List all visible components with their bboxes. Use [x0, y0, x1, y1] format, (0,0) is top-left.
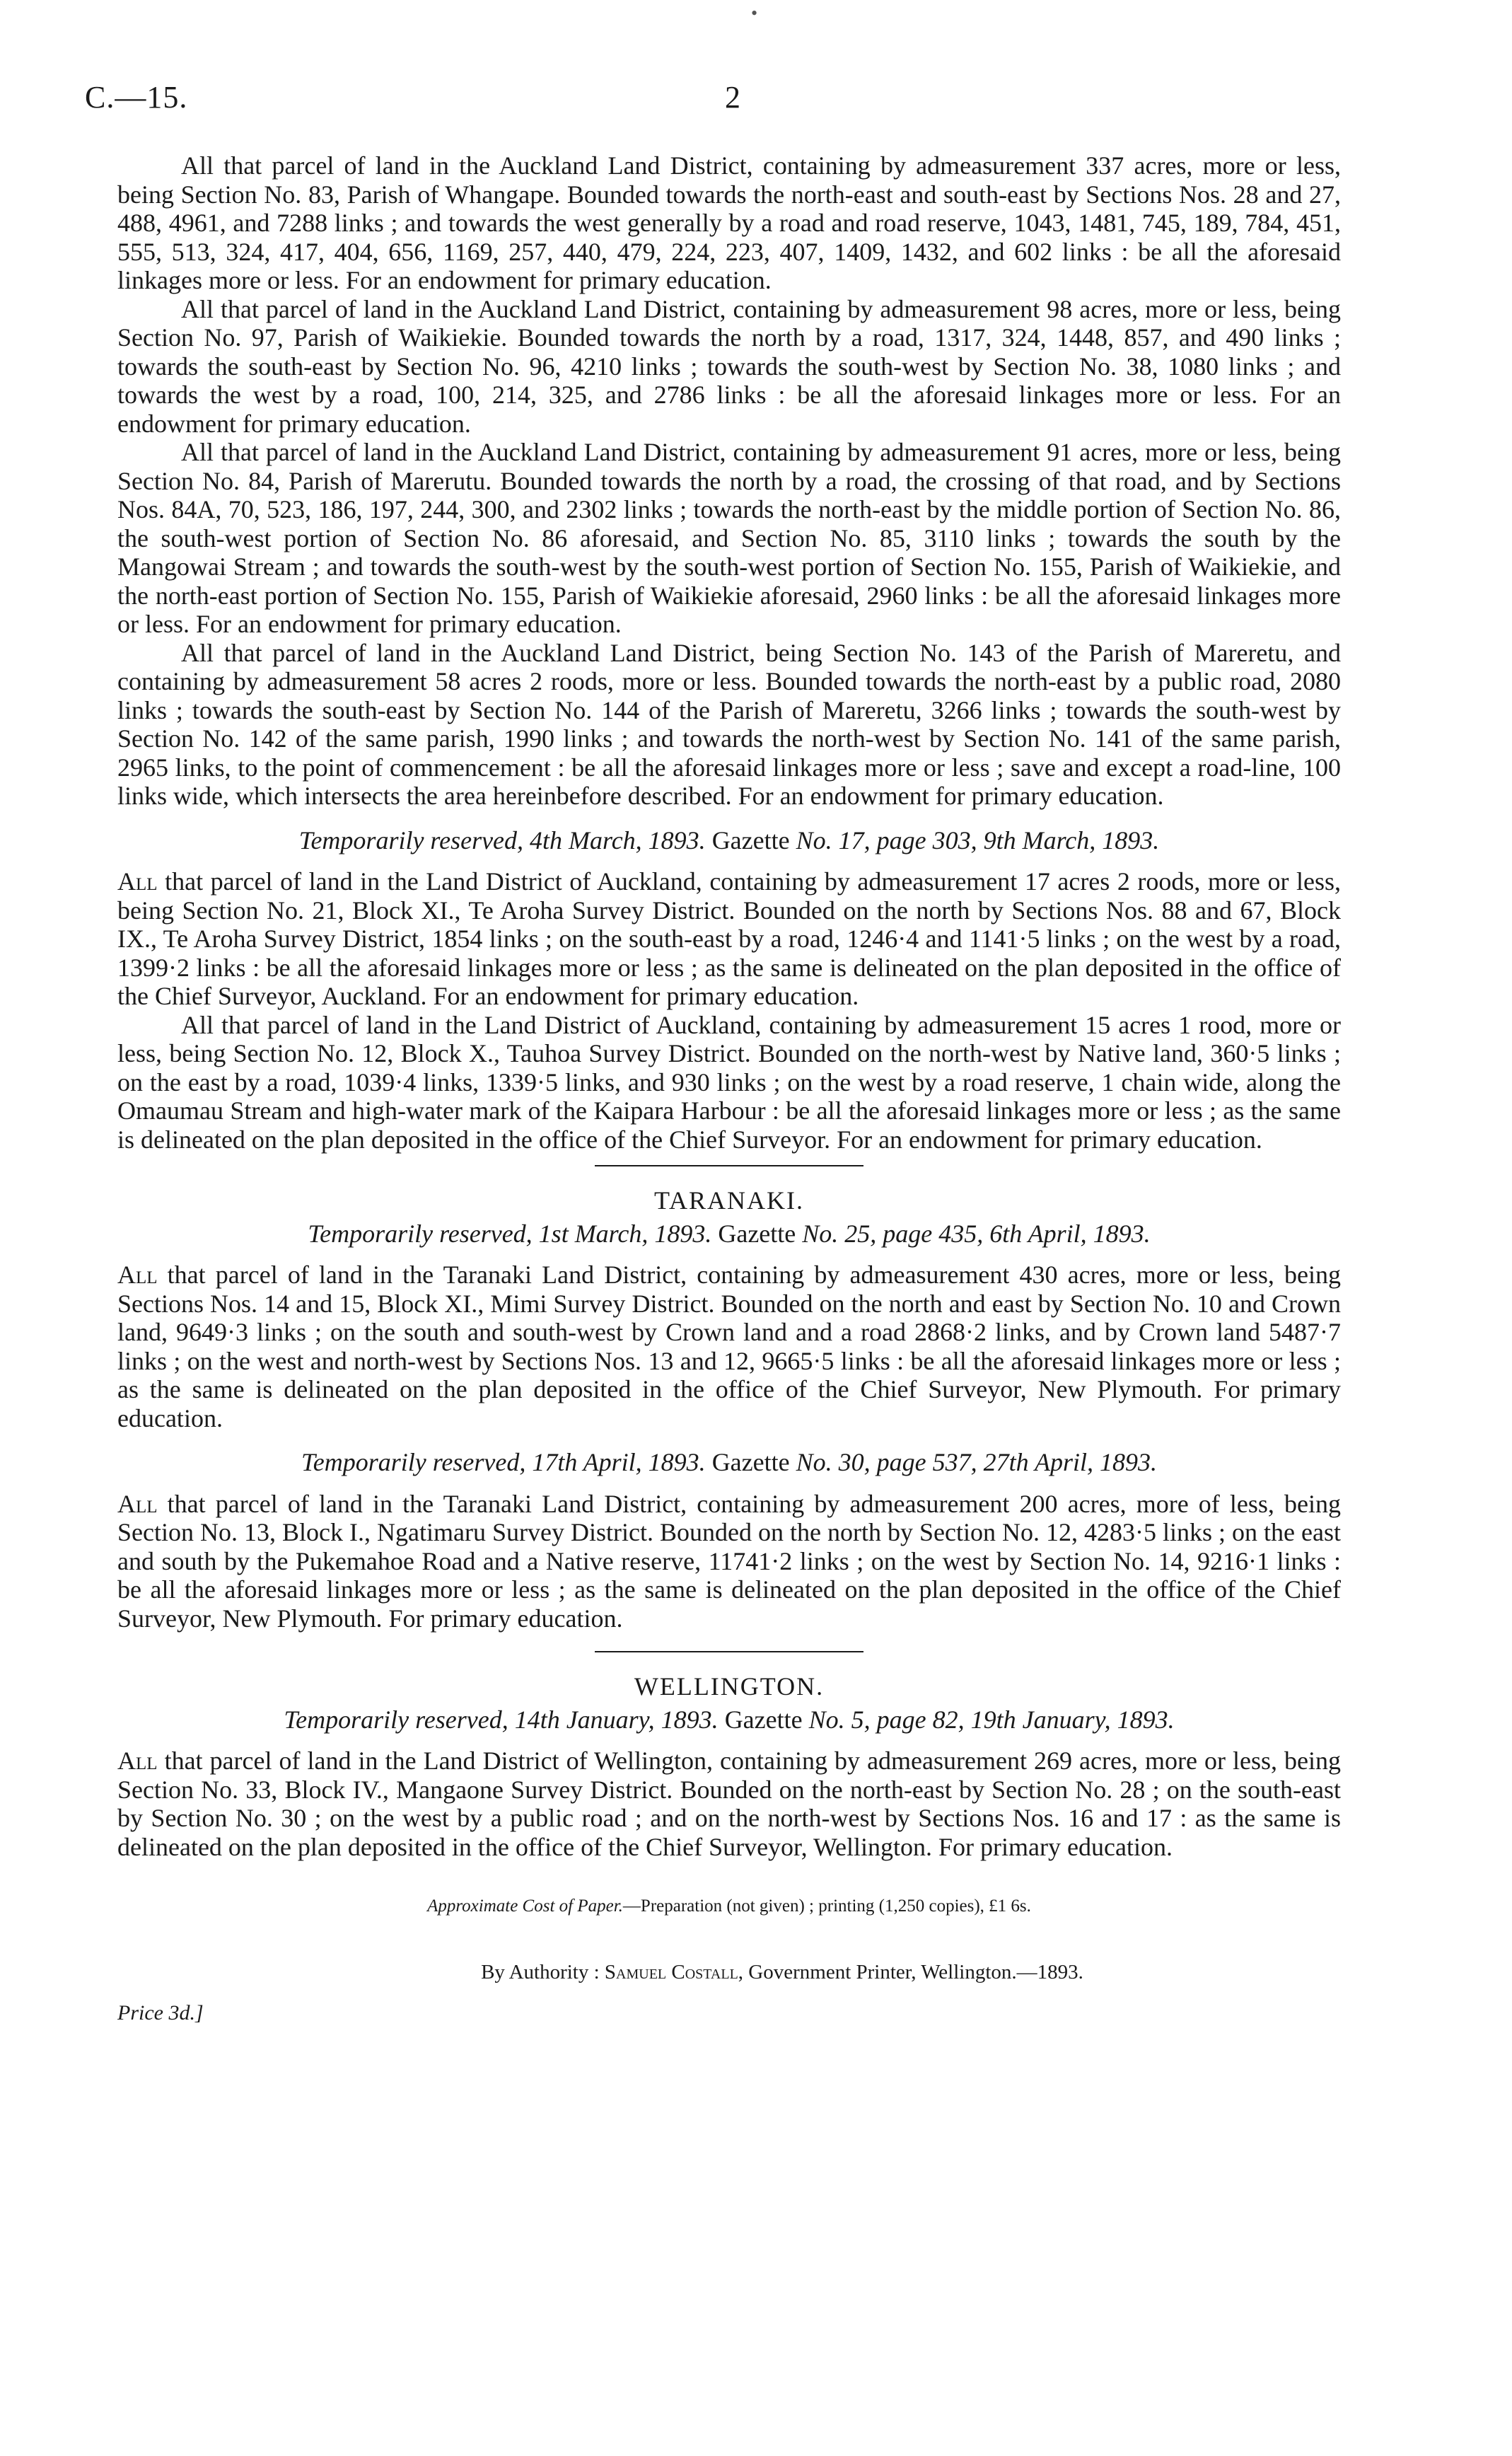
reserve-notice-taranaki-1: Temporarily reserved, 1st March, 1893. Gazette No. 25, page 435, 6th April, 1893. [308, 1219, 1151, 1248]
section-divider [595, 1165, 863, 1166]
section-divider [595, 1651, 863, 1652]
page-header [85, 79, 1344, 122]
paragraph-whangape: All that parcel of land in the Auckland Land District, containing by admeasurement 337 acres, more or less, being Section No. 83, Parish of Whangape. Bounded towards the north-east and south-east by Sections Nos. 28 and 27, 488, 4961, and 7288 links ; and towards the west generally by a road and road reserve, 1043, 1481, 745, 189, 784, 451, 555, 513, 324, 417, 404, 656, 1169, 257, 440, 479, 224, 223, 407, 1409, 1432, and 602 links : be all the aforesaid linkages more or less. For an endowment for primary education. [117, 151, 1341, 294]
printer-authority: By Authority : Samuel Costall, Government Printer, Wellington.—1893. [481, 1960, 1083, 1983]
cost-of-paper: Approximate Cost of Paper.—Preparation (not given) ; printing (1,250 copies), £1 6s. [427, 1896, 1031, 1916]
paragraph-mangaone: All that parcel of land in the Land District of Wellington, containing by admeasurement 269 acres, more or less, being Section No. 33, Block IV., Mangaone Survey District. Bounded on the north-east by Section No. 28 ; on the south-east by Section No. 30 ; on the west by a public road ; and on the north-west by Sections Nos. 16 and 17 : as the same is delineated on the plan deposited in the office of the Chief Surveyor, Wellington. For primary education. [117, 1747, 1341, 1861]
paragraph-waikiekie: All that parcel of land in the Auckland Land District, containing by admeasurement 98 acres, more or less, being Section No. 97, Parish of Waikiekie. Bounded towards the north by a road, 1317, 324, 1448, 857, and 490 links ; towards the south-east by Section No. 96, 4210 links ; towards the south-west by Section No. 38, 1080 links ; and towards the west by a road, 100, 214, 325, and 2786 links : be all the aforesaid linkages more or less. For an endowment for primary education. [117, 294, 1341, 438]
page-number: 2 [725, 80, 740, 115]
document-body [117, 151, 1341, 2028]
paragraph-te-aroha: All that parcel of land in the Land District of Auckland, containing by admeasurement 17 acres 2 roods, more or less, being Section No. 21, Block XI., Te Aroha Survey District. Bounded on the north by Sections Nos. 88 and 67, Block IX., Te Aroha Survey District, 1854 links ; on the south-east by a road, 1246·4 and 1141·5 links ; on the west by a road, 1399·2 links : be all the aforesaid linkages more or less ; as the same is delineated on the plan deposited in the office of the Chief Surveyor, Auckland. For an endowment for primary education. [117, 867, 1341, 1010]
paragraph-marerutu: All that parcel of land in the Auckland Land District, containing by admeasurement 91 acres, more or less, being Section No. 84, Parish of Marerutu. Bounded towards the north by a road, the crossing of that road, and by Sections Nos. 84A, 70, 523, 186, 197, 244, 300, and 2302 links ; towards the north-east by the middle portion of Section No. 86, the south-west portion of Section No. 86 aforesaid, and Section No. 85, 3110 links ; towards the south by the Mangowai Stream ; and towards the south-west by the south-west portion of Section No. 155, Parish of Waikiekie, and the north-east portion of Section No. 155, Parish of Waikiekie aforesaid, 2960 links : be all the aforesaid linkages more or less. For an endowment for primary education. [117, 438, 1341, 638]
heading-taranaki: TARANAKI. [653, 1186, 805, 1215]
paragraph-mareretu: All that parcel of land in the Auckland Land District, being Section No. 143 of the Parish of Mareretu, and containing by admeasurement 58 acres 2 roods, more or less. Bounded towards the north-east by a public road, 2080 links ; towards the south-east by Section No. 144 of the Parish of Mareretu, 3266 links ; towards the south-west by Section No. 142 of the same parish, 1990 links ; and towards the north-west by Section No. 141 of the same parish, 2965 links, to the point of commencement : be all the aforesaid linkages more or less ; save and except a road-line, 100 links wide, which intersects the area hereinbefore described. For an endowment for primary education. [117, 638, 1341, 810]
heading-wellington: WELLINGTON. [634, 1672, 825, 1701]
paragraph-tauhoa: All that parcel of land in the Land District of Auckland, containing by admeasurement 15 acres 1 rood, more or less, being Section No. 12, Block X., Tauhoa Survey District. Bounded on the north-west by Native land, 360·5 links ; on the east by a road, 1039·4 links, 1339·5 links, and 930 links ; on the west by a road reserve, 1 chain wide, along the Omaumau Stream and high-water mark of the Kaipara Harbour : be all the aforesaid linkages more or less ; as the same is delineated on the plan deposited in the office of the Chief Surveyor. For an endowment for primary education. [117, 1010, 1341, 1154]
scan-speck-icon: • [751, 3, 758, 23]
reserve-notice-taranaki-2: Temporarily reserved, 17th April, 1893. Gazette No. 30, page 537, 27th April, 1893. [301, 1448, 1157, 1476]
price-note: Price 3d.] [117, 2001, 204, 2025]
reserve-notice-auckland: Temporarily reserved, 4th March, 1893. Gazette No. 17, page 303, 9th March, 1893. [298, 826, 1160, 855]
reserve-notice-wellington: Temporarily reserved, 14th January, 1893. Gazette No. 5, page 82, 19th January, 1893. [284, 1705, 1175, 1734]
paragraph-mimi: All that parcel of land in the Taranaki Land District, containing by admeasurement 430 acres, more or less, being Sections Nos. 14 and 15, Block XI., Mimi Survey District. Bounded on the north and east by Section No. 10 and Crown land, 9649·3 links ; on the south and south-west by Crown land and a road 2868·2 links, and by Crown land 5487·7 links ; on the west and north-west by Sections Nos. 13 and 12, 9665·5 links : be all the aforesaid linkages more or less ; as the same is delineated on the plan deposited in the office of the Chief Surveyor, New Plymouth. For primary education. [117, 1261, 1341, 1432]
document-reference: C.—15. [85, 80, 188, 115]
paragraph-ngatimaru: All that parcel of land in the Taranaki Land District, containing by admeasurement 200 acres, more of less, being Section No. 13, Block I., Ngatimaru Survey District. Bounded on the north by Section No. 12, 4283·5 links ; on the east and south by the Pukemahoe Road and a Native reserve, 11741·2 links ; on the west by Section No. 14, 9216·1 links : be all the aforesaid linkages more or less ; as the same is delineated on the plan deposited in the office of the Chief Surveyor, New Plymouth. For primary education. [117, 1489, 1341, 1633]
